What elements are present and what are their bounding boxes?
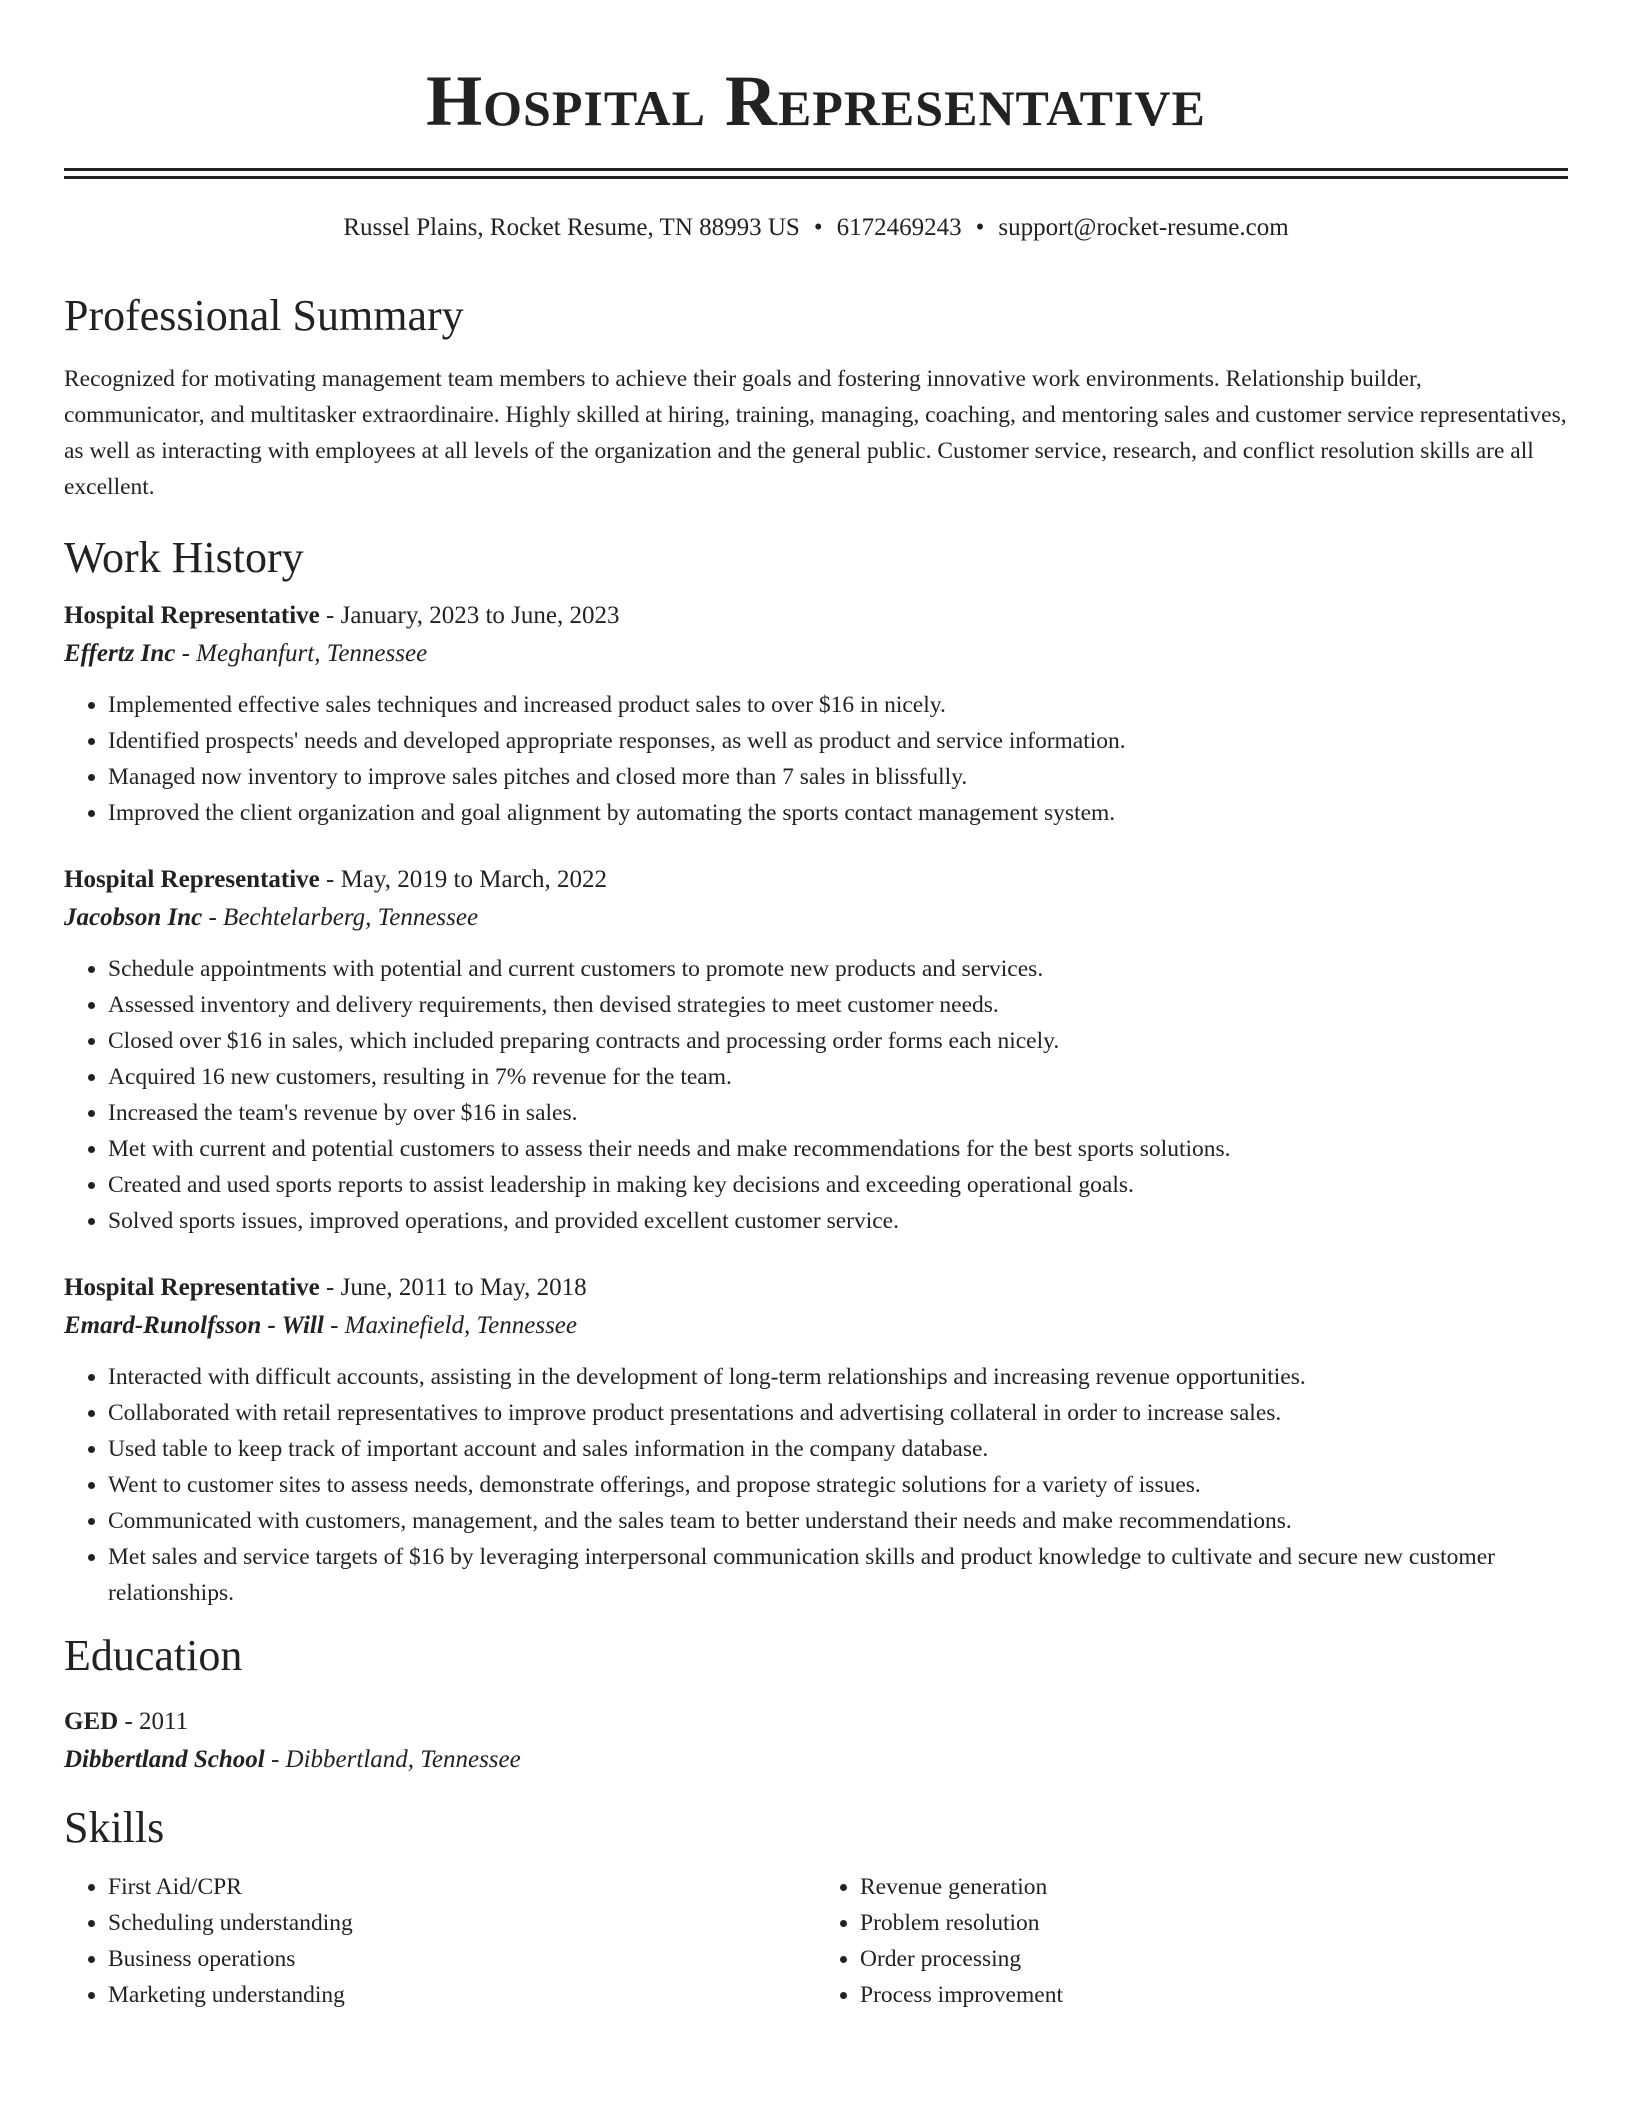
education-heading: Education [64, 1631, 243, 1680]
contact-address: Russel Plains, Rocket Resume, TN 88993 US [343, 214, 800, 241]
list-item: • Marketing understanding [108, 1977, 816, 2013]
job-title: Hospital Representative [64, 1274, 320, 1301]
job-title: Hospital Representative [64, 602, 320, 629]
list-item: • Communicated with customers, management, and the sales team to better understand their needs and make recommendations. [108, 1503, 1568, 1539]
job-title: Hospital Representative [64, 866, 320, 893]
title-double-rule [64, 168, 1568, 179]
job-title-line [64, 597, 1568, 635]
list-item: • Increased the team's revenue by over $16 in sales. [108, 1095, 1568, 1131]
job-company: Effertz Inc [64, 640, 176, 667]
list-item: • Implemented effective sales techniques and increased product sales to over $16 in nicely. [108, 687, 1568, 723]
work-history-heading: Work History [64, 533, 304, 582]
contact-phone: 6172469243 [836, 214, 962, 241]
contact-email: support@rocket-resume.com [998, 214, 1289, 241]
job-bullets [64, 687, 1568, 831]
contact-separator: • [975, 214, 985, 241]
contact-line [64, 213, 1568, 243]
job-dates: - May, 2019 to March, 2022 [319, 866, 607, 893]
list-item: • Closed over $16 in sales, which included preparing contracts and processing order forms each nicely. [108, 1023, 1568, 1059]
list-item: • Met with current and potential customers to assess their needs and make recommendations for the best sports solutions. [108, 1131, 1568, 1167]
list-item: • Used table to keep track of important account and sales information in the company database. [108, 1431, 1568, 1467]
job-company: Emard-Runolfsson - Will [64, 1312, 324, 1339]
job-bullets [64, 1359, 1568, 1611]
job-company-line [64, 1307, 1568, 1345]
education-school-line [64, 1741, 1568, 1779]
summary-text: Recognized for motivating management team members to achieve their goals and fostering innovative work environments. Relationship builder, communicator, and multitasker extraordinaire. Highly skilled at hiring, training, managing, coaching, and mentoring sales and customer service representatives, as well as interacting with employees at all levels of the organization and the general public. Customer service, research, and conflict resolution skills are all excellent. [64, 366, 1567, 500]
list-item: • Order processing [860, 1941, 1568, 1977]
list-item: • Collaborated with retail representatives to improve product presentations and advertising collateral in order to increase sales. [108, 1395, 1568, 1431]
list-item: • Assessed inventory and delivery requirements, then devised strategies to meet customer needs. [108, 987, 1568, 1023]
education-school: Dibbertland School [64, 1746, 265, 1773]
list-item: • First Aid/CPR [108, 1869, 816, 1905]
list-item: • Managed now inventory to improve sales pitches and closed more than 7 sales in blissfully. [108, 759, 1568, 795]
list-item: • Went to customer sites to assess needs, demonstrate offerings, and propose strategic solutions for a variety of issues. [108, 1467, 1568, 1503]
job-title-line [64, 1269, 1568, 1307]
list-item: • Problem resolution [860, 1905, 1568, 1941]
list-item: • Business operations [108, 1941, 816, 1977]
job-bullets [64, 951, 1568, 1239]
list-item: • Scheduling understanding [108, 1905, 816, 1941]
job-entry [64, 597, 1568, 831]
list-item: • Interacted with difficult accounts, assisting in the development of long-term relationships and increasing revenue opportunities. [108, 1359, 1568, 1395]
job-entry [64, 1269, 1568, 1611]
education-entry [64, 1703, 1568, 1779]
list-item: • Revenue generation [860, 1869, 1568, 1905]
job-location: - Bechtelarberg, Tennessee [202, 904, 479, 931]
job-location: - Maxinefield, Tennessee [323, 1312, 577, 1339]
list-item: • Schedule appointments with potential and current customers to promote new products and services. [108, 951, 1568, 987]
job-dates: - June, 2011 to May, 2018 [319, 1274, 587, 1301]
education-year: - 2011 [118, 1708, 189, 1735]
job-company-line [64, 899, 1568, 937]
skills-grid [64, 1869, 1568, 2013]
summary-heading: Professional Summary [64, 291, 464, 340]
list-item: • Improved the client organization and goal alignment by automating the sports contact management system. [108, 795, 1568, 831]
job-dates: - January, 2023 to June, 2023 [319, 602, 620, 629]
resume-title: Hospital Representative [426, 61, 1206, 141]
list-item: • Created and used sports reports to assist leadership in making key decisions and exceeding operational goals. [108, 1167, 1568, 1203]
list-item: • Process improvement [860, 1977, 1568, 2013]
job-company: Jacobson Inc [64, 904, 203, 931]
skills-column-left [64, 1869, 816, 2013]
skills-column-right [816, 1869, 1568, 2013]
list-item: • Met sales and service targets of $16 by leveraging interpersonal communication skills and product knowledge to cultivate and secure new customer relationships. [108, 1539, 1568, 1611]
list-item: • Acquired 16 new customers, resulting in 7% revenue for the team. [108, 1059, 1568, 1095]
education-degree-line [64, 1703, 1568, 1741]
job-title-line [64, 861, 1568, 899]
list-item: • Identified prospects' needs and developed appropriate responses, as well as product and service information. [108, 723, 1568, 759]
job-company-line [64, 635, 1568, 673]
job-entry [64, 861, 1568, 1239]
job-location: - Meghanfurt, Tennessee [175, 640, 428, 667]
education-location: - Dibbertland, Tennessee [264, 1746, 521, 1773]
education-degree: GED [64, 1708, 119, 1735]
skills-heading: Skills [64, 1803, 165, 1852]
contact-separator: • [813, 214, 823, 241]
list-item: • Solved sports issues, improved operations, and provided excellent customer service. [108, 1203, 1568, 1239]
